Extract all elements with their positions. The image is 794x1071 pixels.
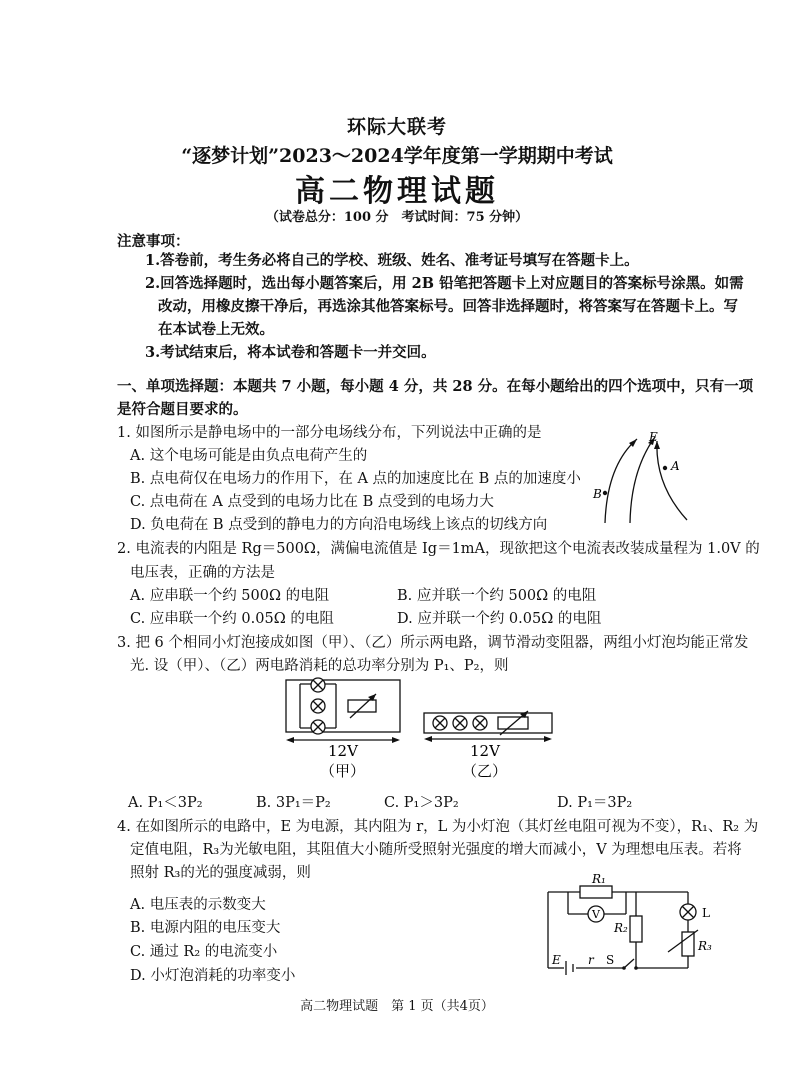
figure-caption: （乙） [462,762,508,780]
note-item: 改动，用橡皮擦干净后，再选涂其他答案标号。回答非选择题时，将答案写在答题卡上。写 [158,298,738,315]
figure-caption: （甲） [320,762,366,780]
q2-option-b: B. 应并联一个约 500Ω 的电阻 [397,588,597,604]
q3-stem-cont: 光. 设（甲）、（乙）两电路消耗的总功率分别为 P₁、P₂，则 [130,658,509,674]
note-item: 2.回答选择题时，选出每小题答案后，用 2B 铅笔把答题卡上对应题目的答案标号涂黑。如需 [145,275,744,292]
section-heading-cont: 是符合题目要求的。 [117,401,248,418]
label-r: r [588,953,594,967]
q3-stem: 3. 把 6 个相同小灯泡接成如图（甲）、（乙）所示两电路，调节滑动变阻器，两组小灯泡均能正常发 [117,635,749,651]
label-r3: R₃ [698,939,712,953]
label-r2: R₂ [614,921,628,935]
exam-name: “逐梦计划”2023～2024学年度第一学期期中考试 [181,145,613,167]
q4-stem: 4. 在如图所示的电路中，E 为电源，其内阻为 r，L 为小灯泡（其灯丝电阻可视为不变），R₁、R₂ 为 [117,819,759,835]
q1-stem: 1. 如图所示是静电场中的一部分电场线分布，下列说法中正确的是 [117,425,542,441]
voltage-label: 12V [470,742,500,760]
label-a: A [671,459,680,473]
q3-circuit-jia [278,672,408,784]
q4-option-d: D. 小灯泡消耗的功率变小 [130,968,296,984]
label-b: B [593,487,602,501]
note-item: 在本试卷上无效。 [158,321,274,338]
label-l: L [702,906,710,920]
notes-title: 注意事项： [117,233,190,250]
q3-option-b: B. 3P₁＝P₂ [256,795,331,811]
label-e: E [552,953,561,967]
label-e: E [649,430,658,444]
note-item: 1.答卷前，考生务必将自己的学校、班级、姓名、准考证号填写在答题卡上。 [145,252,639,269]
q1-option-a: A. 这个电场可能是由负点电荷产生的 [130,448,368,464]
q2-option-a: A. 应串联一个约 500Ω 的电阻 [130,588,330,604]
q4-option-b: B. 电源内阻的电压变大 [130,920,281,936]
q3-option-c: C. P₁＞3P₂ [384,795,459,811]
label-r1: R₁ [592,872,606,886]
page-footer: 高二物理试题 第 1 页（共4页） [300,999,494,1014]
label-v: V [592,908,600,921]
page-title: 高二物理试题 [295,174,499,209]
q4-option-c: C. 通过 R₂ 的电流变小 [130,944,278,960]
q1-option-d: D. 负电荷在 B 点受到的静电力的方向沿电场线上该点的切线方向 [130,517,548,533]
q3-circuit-yi [418,705,558,785]
q1-field-line-figure [585,425,695,525]
q2-stem: 2. 电流表的内阻是 Rg＝500Ω，满偏电流值是 Ig＝1mA，现欲把这个电流表改装成量程为 1.0V 的 [117,541,760,557]
exam-info: （试卷总分：100 分 考试时间：75 分钟） [265,210,529,225]
q4-stem-cont: 定值电阻，R₃为光敏电阻，其阻值大小随所受照射光强度的增大而减小，V 为理想电压表。若将 [130,842,742,858]
q3-option-a: A. P₁＜3P₂ [128,795,203,811]
q4-option-a: A. 电压表的示数变大 [130,897,266,913]
q1-option-c: C. 点电荷在 A 点受到的电场力比在 B 点受到的电场力大 [130,494,494,510]
label-s: S [606,953,615,967]
q2-option-d: D. 应并联一个约 0.05Ω 的电阻 [397,611,602,627]
exam-org: 环际大联考 [346,116,447,138]
q4-circuit-figure [540,870,720,975]
section-heading: 一、单项选择题：本题共 7 小题，每小题 4 分，共 28 分。在每小题给出的四个选项中，只有一项 [117,378,754,395]
q1-option-b: B. 点电荷仅在电场力的作用下，在 A 点的加速度比在 B 点的加速度小 [130,471,581,487]
q3-option-d: D. P₁＝3P₂ [557,795,633,811]
voltage-label: 12V [328,742,358,760]
q2-stem-cont: 电压表，正确的方法是 [130,565,275,581]
note-item: 3.考试结束后，将本试卷和答题卡一并交回。 [145,344,436,361]
q4-stem-cont2: 照射 R₃的光的强度减弱，则 [130,865,311,881]
q2-option-c: C. 应串联一个约 0.05Ω 的电阻 [130,611,334,627]
